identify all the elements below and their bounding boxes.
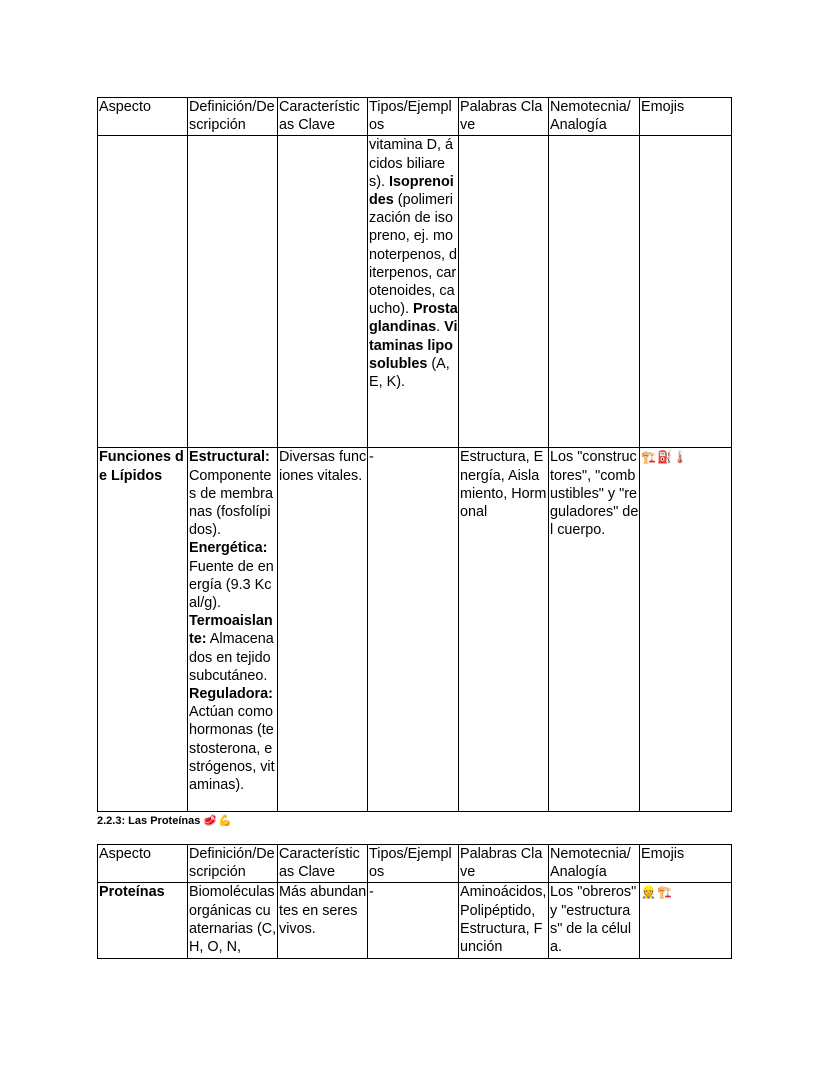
- cell-emojis: 🏗️⛽🌡️: [640, 448, 732, 812]
- function-text: Almacenados en tejido subcutáneo.: [189, 631, 274, 684]
- cell-types: -: [368, 448, 459, 812]
- cell-types: [368, 136, 459, 448]
- types-part: vitamina D, ácidos biliares).: [369, 137, 453, 190]
- types-part: (polimerización de isopreno, ej. monoterpenos, diterpenos, carotenoides, caucho).: [369, 192, 458, 318]
- types-part: Vitaminas liposolubles: [369, 319, 458, 372]
- function-label: Reguladora:: [189, 686, 273, 703]
- cell-aspect: Funciones de Lípidos: [98, 448, 188, 812]
- header-types: Tipos/Ejemplos: [368, 98, 459, 136]
- types-part: Isoprenoides: [369, 173, 454, 209]
- cell-keywords: Estructura, Energía, Aislamiento, Hormonal: [459, 448, 549, 812]
- cell-types: -: [368, 883, 459, 959]
- cell-definition: [188, 136, 278, 448]
- cell-mnemonic: Los "obreros" y "estructuras" de la célula.: [549, 883, 640, 959]
- cell-mnemonic: Los "constructores", "combustibles" y "reguladores" del cuerpo.: [549, 448, 640, 812]
- table-header-row: [98, 98, 732, 136]
- cell-keywords: Aminoácidos, Polipéptido, Estructura, Función: [459, 883, 549, 959]
- header-keywords: Palabras Clave: [459, 845, 549, 883]
- function-text: Actúan como hormonas (testosterona, estrógenos, vitaminas).: [189, 704, 275, 794]
- table-row-funciones: [98, 448, 732, 812]
- function-text: Fuente de energía (9.3 Kcal/g).: [189, 558, 274, 612]
- header-mnemonic: Nemotecnia/Analogía: [549, 98, 640, 136]
- cell-aspect: [98, 136, 188, 448]
- cell-aspect: Proteínas: [98, 883, 188, 959]
- section-heading-text: 2.2.3: Las Proteínas: [97, 815, 201, 827]
- header-mnemonic: Nemotecnia/Analogía: [549, 845, 640, 883]
- cell-emojis: 👷🏗️: [640, 883, 732, 959]
- types-part: Prostaglandinas: [369, 301, 458, 336]
- proteins-table: [97, 844, 732, 959]
- meat-muscle-emoji: 🥩💪: [203, 814, 233, 827]
- header-aspect: Aspecto: [98, 845, 188, 883]
- header-definition: Definición/Descripción: [188, 98, 278, 136]
- lipids-table: [97, 97, 732, 812]
- cell-characteristics: Más abundantes en seres vivos.: [278, 883, 368, 959]
- cell-mnemonic: [549, 136, 640, 448]
- cell-definition: [188, 448, 278, 812]
- table-row-proteinas: [98, 883, 732, 959]
- header-keywords: Palabras Clave: [459, 98, 549, 136]
- header-characteristics: Características Clave: [278, 845, 368, 883]
- header-types: Tipos/Ejemplos: [368, 845, 459, 883]
- cell-characteristics: Diversas funciones vitales.: [278, 448, 368, 812]
- header-emojis: Emojis: [640, 845, 732, 883]
- cell-keywords: [459, 136, 549, 448]
- cell-definition: Biomoléculas orgánicas cuaternarias (C, H, O, N,: [188, 883, 278, 959]
- header-characteristics: Características Clave: [278, 98, 368, 136]
- function-text: Componentes de membranas (fosfolípidos).: [189, 467, 273, 539]
- types-part: (A, E, K).: [369, 355, 450, 391]
- section-heading: [97, 814, 233, 828]
- types-part: .: [436, 319, 445, 336]
- header-definition: Definición/Descripción: [188, 845, 278, 883]
- function-label: Energética:: [189, 540, 268, 557]
- header-aspect: Aspecto: [98, 98, 188, 136]
- function-label: Estructural:: [189, 449, 270, 466]
- table-header-row: [98, 845, 732, 883]
- cell-characteristics: [278, 136, 368, 448]
- header-emojis: Emojis: [640, 98, 732, 136]
- table-row-continued: [98, 136, 732, 448]
- cell-emojis: [640, 136, 732, 448]
- function-label: Termoaislante:: [189, 613, 273, 648]
